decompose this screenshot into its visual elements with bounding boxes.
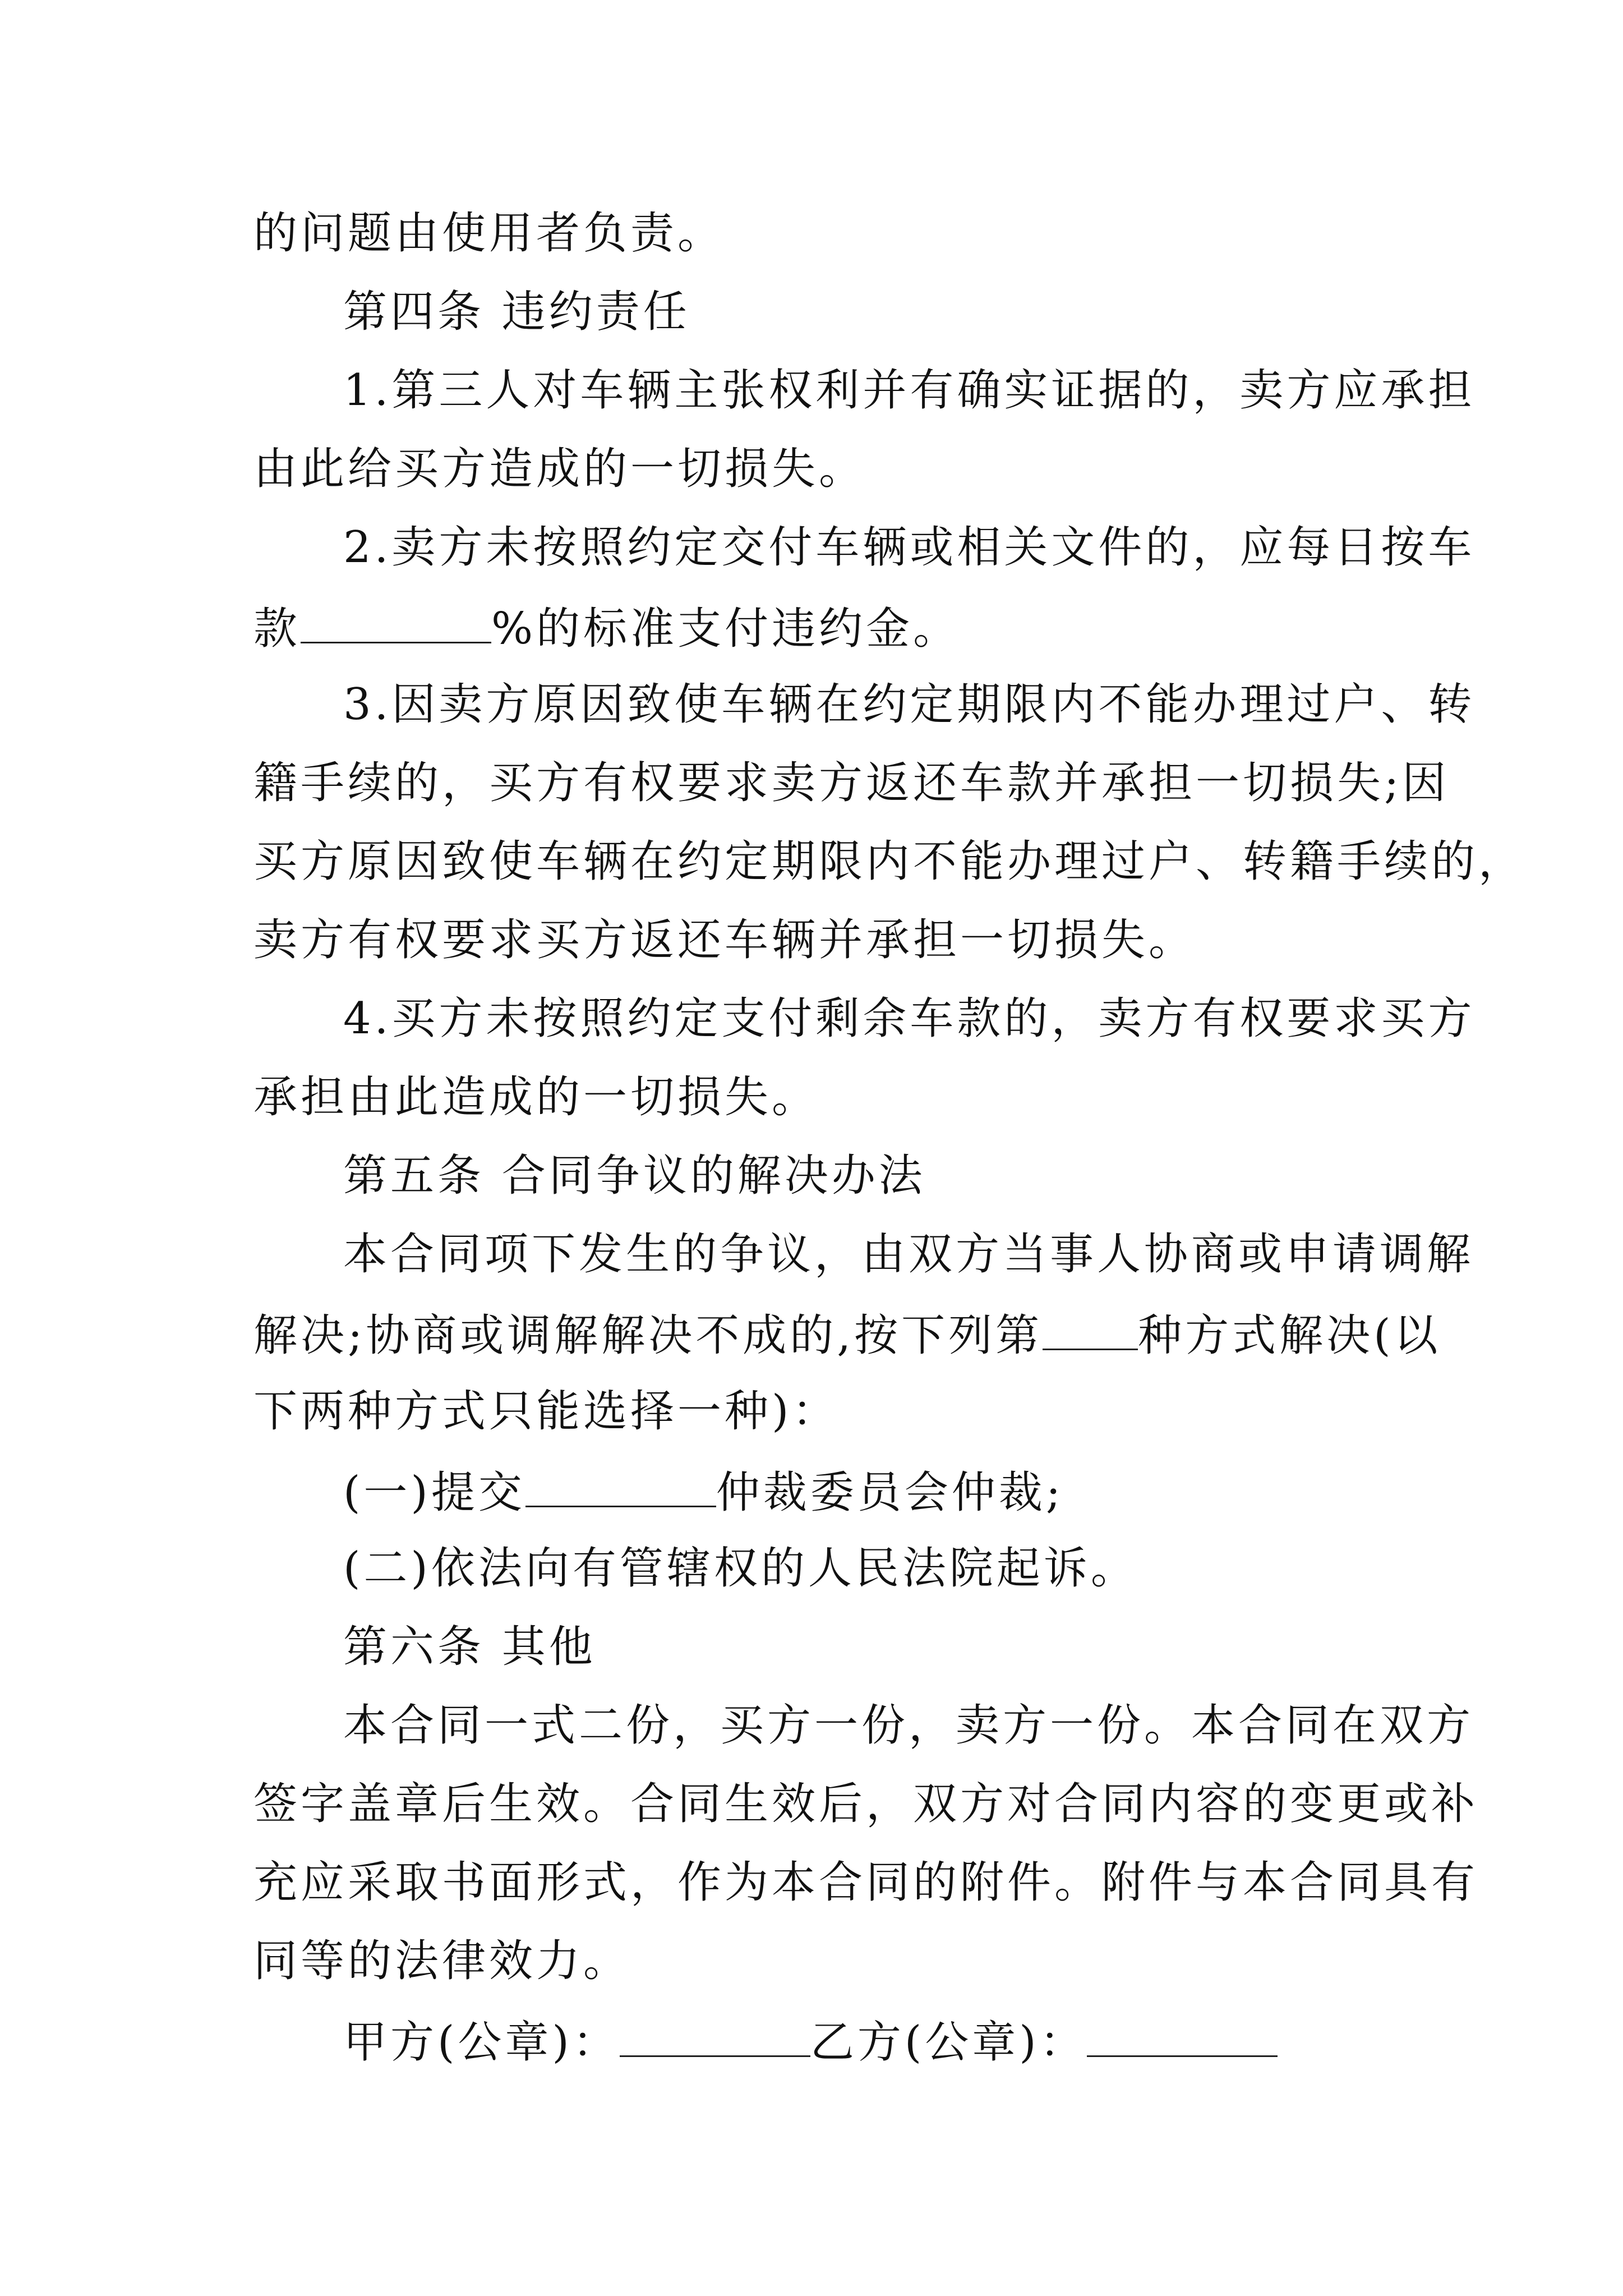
paragraph-line: 卖方有权要求买方返还车辆并承担一切损失。 [253, 915, 1196, 965]
article-5-title: 第五条 合同争议的解决办法 [343, 1151, 926, 1201]
text-segment: 种方式解决(以 [1138, 1310, 1441, 1361]
paragraph-line: (二)依法向有管辖权的人民法院起诉。 [343, 1543, 1138, 1594]
paragraph-line: 充应采取书面形式，作为本合同的附件。附件与本合同具有 [253, 1857, 1479, 1908]
article-6-title: 第六条 其他 [343, 1622, 596, 1672]
paragraph-line: 同等的法律效力。 [253, 1936, 631, 1986]
text-segment: 解决;协商或调解解决不成的,按下列第 [253, 1310, 1043, 1361]
party-a-label: 甲方(公章)： [343, 2017, 620, 2068]
paragraph-line: 4.买方未按照约定支付剩余车款的，卖方有权要求买方 [343, 993, 1476, 1044]
article-4-title: 第四条 违约责任 [343, 287, 690, 337]
party-b-signature-blank [1087, 2012, 1278, 2057]
signature-line [343, 2012, 1278, 2068]
text-segment: 仲裁委员会仲裁; [716, 1467, 1064, 1518]
party-a-signature-blank [620, 2012, 810, 2057]
fill-in-blank [301, 598, 491, 643]
fill-in-blank [525, 1462, 716, 1507]
text-segment: (一)提交 [343, 1467, 525, 1518]
paragraph-line: 本合同项下发生的争议，由双方当事人协商或申请调解 [343, 1229, 1474, 1280]
paragraph-line: 签字盖章后生效。合同生效后，双方对合同内容的变更或补 [253, 1779, 1479, 1829]
paragraph-line: 由此给买方造成的一切损失。 [253, 444, 866, 494]
paragraph-line [253, 598, 960, 654]
paragraph-line: 籍手续的，买方有权要求卖方返还车款并承担一切损失;因 [253, 758, 1450, 808]
text-segment: 款 [253, 604, 301, 654]
paragraph-line: 2.卖方未按照约定交付车辆或相关文件的，应每日按车 [343, 522, 1476, 573]
paragraph-line: 1.第三人对车辆主张权利并有确实证据的，卖方应承担 [343, 365, 1476, 416]
party-b-label: 乙方(公章)： [810, 2017, 1087, 2068]
paragraph-line: 3.因卖方原因致使车辆在约定期限内不能办理过户、转 [343, 679, 1476, 730]
paragraph-line [253, 1305, 1441, 1361]
paragraph-line: 承担由此造成的一切损失。 [253, 1072, 819, 1122]
paragraph-line: 下两种方式只能选择一种)： [253, 1386, 840, 1437]
paragraph-line [343, 1462, 1064, 1518]
fill-in-blank [1043, 1305, 1138, 1350]
text-segment: %的标准支付违约金。 [491, 604, 961, 654]
paragraph-line: 本合同一式二份，买方一份，卖方一份。本合同在双方 [343, 1700, 1474, 1751]
paragraph-line: 买方原因致使车辆在约定期限内不能办理过户、转籍手续的， [253, 836, 1526, 887]
paragraph-line: 的问题由使用者负责。 [253, 208, 725, 259]
